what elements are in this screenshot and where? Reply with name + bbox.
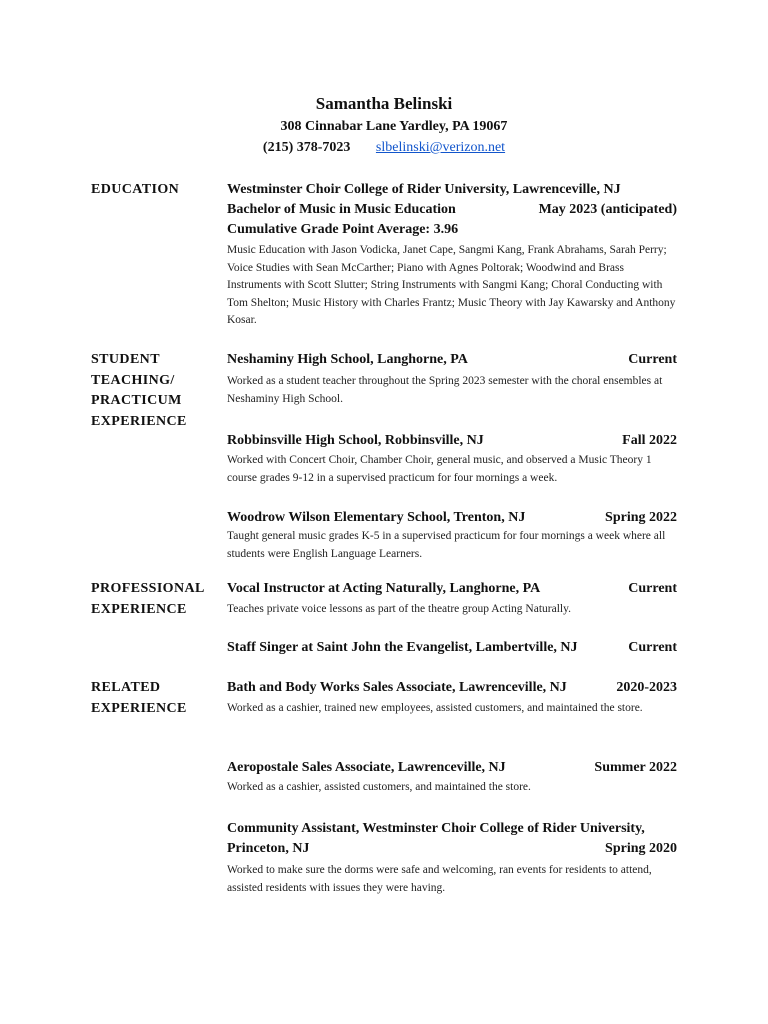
section-label-line: EXPERIENCE bbox=[91, 413, 187, 429]
section-label-line: PROFESSIONAL bbox=[91, 581, 205, 596]
entry-description: Taught general music grades K-5 in a supervised practicum for four mornings a week where all students were English Language Learners. bbox=[227, 530, 666, 560]
entry-date: Current bbox=[628, 640, 677, 655]
entry-description: Worked with Concert Choir, Chamber Choir, general music, and observed a Music Theory 1 course grades 9-12 in a supervised practicum for four mornings a week. bbox=[227, 454, 652, 484]
entry-date: Current bbox=[628, 581, 677, 596]
entry-title: Neshaminy High School, Langhorne, PA bbox=[227, 352, 468, 367]
section-label-related bbox=[91, 678, 221, 719]
education-description: Music Education with Jason Vodicka, Janet Cape, Sangmi Kang, Frank Abrahams, Sarah Perry; Voice Studies with Sean McCarther; Piano with Agnes Poltorak; Woodwind and Brass Instruments with Scott Slutter; String Instruments with Sangmi Kang; Choral Conducting with Tom Shelton; Music History with Charles Frantz; Music Theory with Jay Kawarsky and Anthony Kosar. bbox=[227, 244, 676, 326]
entry-title-row bbox=[227, 678, 677, 698]
entry-title-row bbox=[227, 758, 677, 778]
section-label-line: EXPERIENCE bbox=[91, 700, 187, 716]
email-link[interactable]: slbelinski@verizon.net bbox=[375, 140, 506, 155]
entry-title: Robbinsville High School, Robbinsville, NJ bbox=[227, 433, 484, 448]
education-degree-row bbox=[227, 200, 677, 220]
entry-date: 2020-2023 bbox=[616, 680, 677, 695]
resume-address: 308 Cinnabar Lane Yardley, PA 19067 bbox=[280, 119, 508, 134]
entry-title: Woodrow Wilson Elementary School, Trenton, NJ bbox=[227, 510, 526, 525]
education-degree-date: May 2023 (anticipated) bbox=[538, 202, 677, 217]
entry-title: Staff Singer at Saint John the Evangelist, Lambertville, NJ bbox=[227, 640, 578, 655]
section-label-line: EXPERIENCE bbox=[91, 601, 187, 617]
resume-name: Samantha Belinski bbox=[315, 94, 453, 113]
entry-title: Princeton, NJ bbox=[227, 841, 310, 856]
entry-date: Spring 2022 bbox=[605, 510, 677, 525]
section-label-line: PRACTICUM bbox=[91, 393, 182, 408]
entry-title: Community Assistant, Westminster Choir College of Rider University, bbox=[227, 821, 645, 836]
contact-line bbox=[0, 140, 768, 156]
entry-title-row bbox=[227, 350, 677, 370]
entry-title-row bbox=[227, 579, 677, 599]
section-label-line: TEACHING/ bbox=[91, 372, 175, 388]
entry-title: Vocal Instructor at Acting Naturally, Langhorne, PA bbox=[227, 581, 541, 596]
section-label-education: EDUCATION bbox=[91, 182, 180, 197]
section-label-line: STUDENT bbox=[91, 352, 160, 367]
section-label-student-teaching bbox=[91, 350, 221, 432]
entry-title-row bbox=[227, 839, 677, 859]
entry-title: Aeropostale Sales Associate, Lawrenceville, NJ bbox=[227, 760, 506, 775]
entry-description: Worked as a cashier, assisted customers, and maintained the store. bbox=[227, 781, 531, 793]
entry-title-row bbox=[227, 508, 677, 528]
entry-title-row bbox=[227, 431, 677, 451]
entry-date: Summer 2022 bbox=[594, 760, 677, 775]
entry-description: Teaches private voice lessons as part of the theatre group Acting Naturally. bbox=[227, 603, 571, 615]
section-label-line: RELATED bbox=[91, 680, 161, 695]
entry-date: Fall 2022 bbox=[622, 433, 677, 448]
entry-description: Worked as a student teacher throughout the Spring 2023 semester with the choral ensembles at Neshaminy High School. bbox=[227, 375, 663, 405]
entry-description: Worked to make sure the dorms were safe and welcoming, ran events for residents to attend, assisted residents with issues they were having. bbox=[227, 864, 652, 894]
education-school: Westminster Choir College of Rider University, Lawrenceville, NJ bbox=[227, 182, 621, 197]
phone-number: (215) 378-7023 bbox=[262, 140, 351, 155]
education-degree: Bachelor of Music in Music Education bbox=[227, 202, 456, 217]
education-gpa: Cumulative Grade Point Average: 3.96 bbox=[227, 222, 459, 237]
entry-date: Current bbox=[628, 352, 677, 367]
section-label-professional bbox=[91, 579, 221, 620]
entry-title-row bbox=[227, 638, 677, 658]
entry-date: Spring 2020 bbox=[605, 841, 677, 856]
entry-description: Worked as a cashier, trained new employees, assisted customers, and maintained the store. bbox=[227, 702, 643, 714]
entry-title: Bath and Body Works Sales Associate, Lawrenceville, NJ bbox=[227, 680, 567, 695]
